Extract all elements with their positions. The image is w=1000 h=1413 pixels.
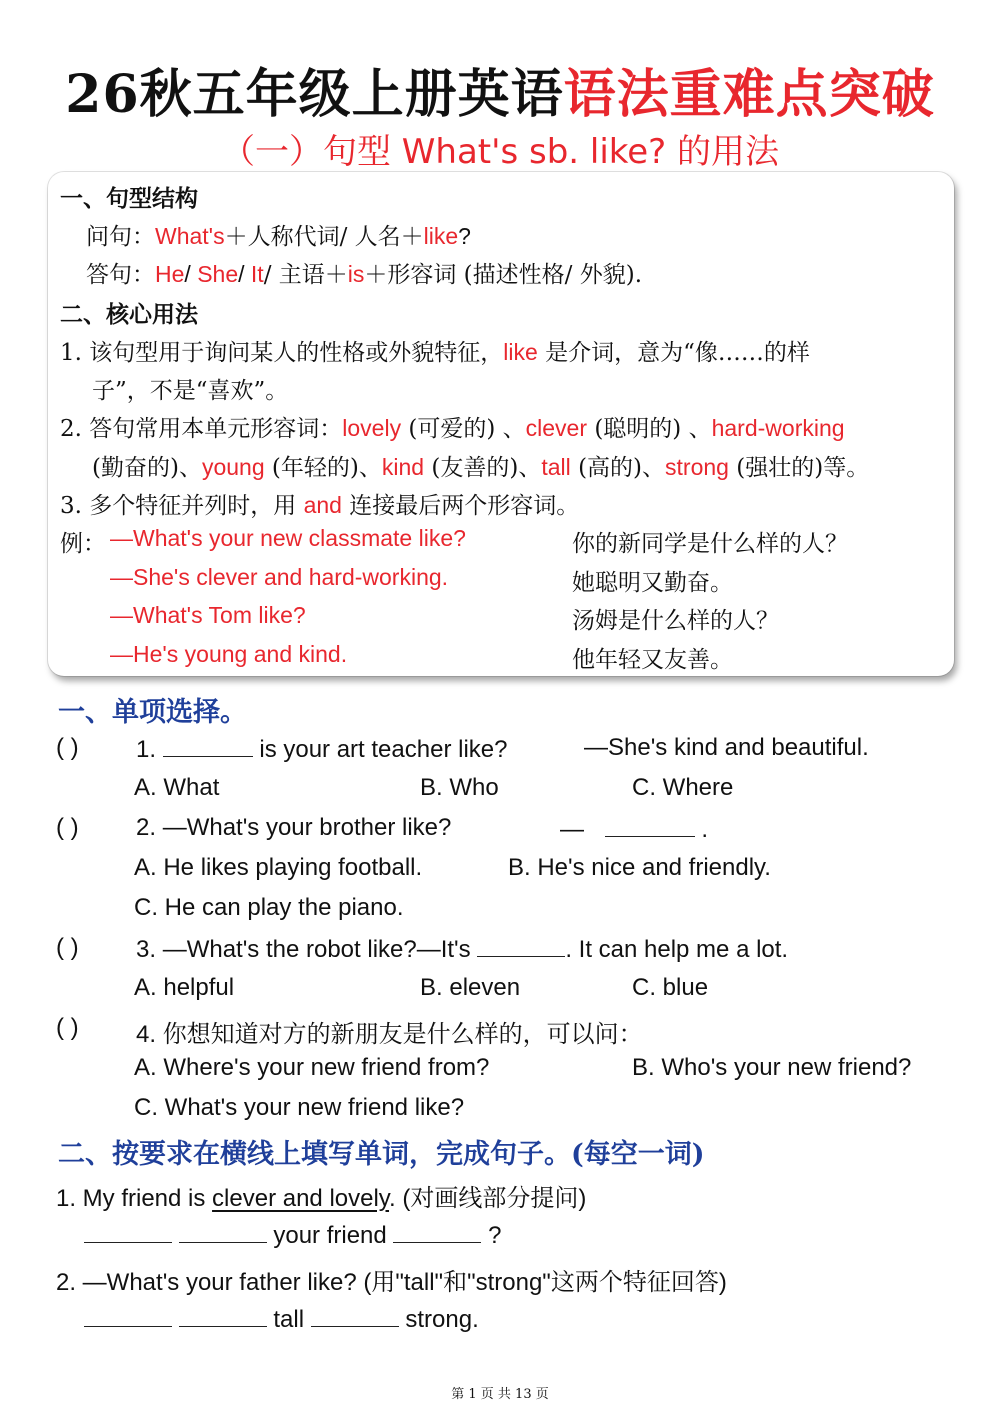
q1-option-a[interactable]: A. What <box>134 774 220 801</box>
answer-paren-q3[interactable]: ( ) <box>56 934 79 961</box>
card-heading-usage: 二、核心用法 <box>60 301 198 328</box>
question-2-reply: — . <box>560 816 709 843</box>
example-zh-4: 他年轻又友善。 <box>572 647 733 673</box>
question-pattern: 问句：What's＋人称代词/ 人名＋like? <box>86 223 471 250</box>
example-en-4: —He's young and kind. <box>110 641 348 667</box>
example-en-2: —She's clever and hard-working. <box>110 564 449 590</box>
example-zh-3: 汤姆是什么样的人？ <box>572 608 779 634</box>
q3-option-a[interactable]: A. helpful <box>134 974 235 1001</box>
q1-option-c[interactable]: C. Where <box>632 774 734 801</box>
blank-f1-3[interactable] <box>393 1220 481 1243</box>
answer-paren-q4[interactable]: ( ) <box>56 1014 79 1041</box>
q2-option-a[interactable]: A. He likes playing football. <box>134 854 423 881</box>
fill-question-2: 2. —What's your father like? (用"tall"和"strong"这两个特征回答) <box>56 1269 727 1296</box>
page-subtitle: （一）句型 What's sb. like? 的用法 <box>220 132 780 172</box>
fill-question-1-answer-line: your friend ? <box>84 1220 501 1250</box>
blank-f1-1[interactable] <box>84 1220 172 1243</box>
blank-q2[interactable] <box>605 814 695 837</box>
answer-pattern: 答句：He/ She/ It/ 主语＋is＋形容词 (描述性格/ 外貌). <box>86 261 643 288</box>
q4-option-a[interactable]: A. Where's your new friend from? <box>134 1054 490 1081</box>
question-1-answer: —She's kind and beautiful. <box>584 734 869 761</box>
usage-point-3: 3. 多个特征并列时，用 and 连接最后两个形容词。 <box>60 492 580 519</box>
q3-option-c[interactable]: C. blue <box>632 974 709 1001</box>
fill-question-2-answer-line: tall strong. <box>84 1304 479 1334</box>
example-zh-1: 你的新同学是什么样的人？ <box>572 531 848 557</box>
answer-paren-q1[interactable]: ( ) <box>56 734 79 761</box>
question-2: 2. —What's your brother like? <box>136 814 452 841</box>
q2-option-b[interactable]: B. He's nice and friendly. <box>508 854 771 881</box>
example-en-3: —What's Tom like? <box>110 602 306 628</box>
example-zh-2: 她聪明又勤奋。 <box>572 570 733 596</box>
usage-point-1-cont: 子”，不是“喜欢”。 <box>92 378 289 404</box>
card-heading-structure: 一、句型结构 <box>60 185 198 212</box>
blank-f1-2[interactable] <box>179 1220 267 1243</box>
example-en-1: —What's your new classmate like? <box>110 525 466 551</box>
q4-option-b[interactable]: B. Who's your new friend? <box>632 1054 912 1081</box>
question-4: 4. 你想知道对方的新朋友是什么样的，可以问： <box>136 1020 643 1048</box>
section-title-multiple-choice: 一、单项选择。 <box>58 697 247 728</box>
question-3: 3. —What's the robot like?—It's . It can help me a lot. <box>136 936 789 963</box>
example-label: 例： <box>60 531 106 557</box>
blank-f2-3[interactable] <box>311 1304 399 1327</box>
page-title <box>0 52 1000 127</box>
page-footer: 第 1 页 共 13 页 <box>451 1387 549 1402</box>
blank-f2-2[interactable] <box>179 1304 267 1327</box>
blank-q3[interactable] <box>477 934 565 957</box>
q4-option-c[interactable]: C. What's your new friend like? <box>134 1094 465 1121</box>
section-title-fill-blanks: 二、按要求在横线上填写单词，完成句子。(每空一词) <box>58 1139 705 1170</box>
usage-point-2: 2. 答句常用本单元形容词：lovely (可爱的) 、clever (聪明的) 、hard-working <box>60 415 845 442</box>
fill-question-1: 1. My friend is clever and lovely. (对画线部分提问) <box>56 1185 587 1212</box>
q1-option-b[interactable]: B. Who <box>420 774 499 801</box>
underlined-phrase: clever and lovely <box>212 1185 390 1212</box>
usage-point-1: 1. 该句型用于询问某人的性格或外貌特征，like 是介词，意为“像……的样 <box>60 339 810 366</box>
q2-option-c[interactable]: C. He can play the piano. <box>134 894 404 921</box>
title-part-red: 语法重难点突破 <box>563 64 935 125</box>
answer-paren-q2[interactable]: ( ) <box>56 814 79 841</box>
blank-f2-1[interactable] <box>84 1304 172 1327</box>
title-part-black: 26秋五年级上册英语 <box>65 64 564 125</box>
usage-point-2-cont: (勤奋的)、young (年轻的)、kind (友善的)、tall (高的)、strong (强壮的)等。 <box>92 454 870 481</box>
blank-q1[interactable] <box>163 734 253 757</box>
q3-option-b[interactable]: B. eleven <box>420 974 521 1001</box>
question-1: 1. is your art teacher like? <box>136 736 508 763</box>
